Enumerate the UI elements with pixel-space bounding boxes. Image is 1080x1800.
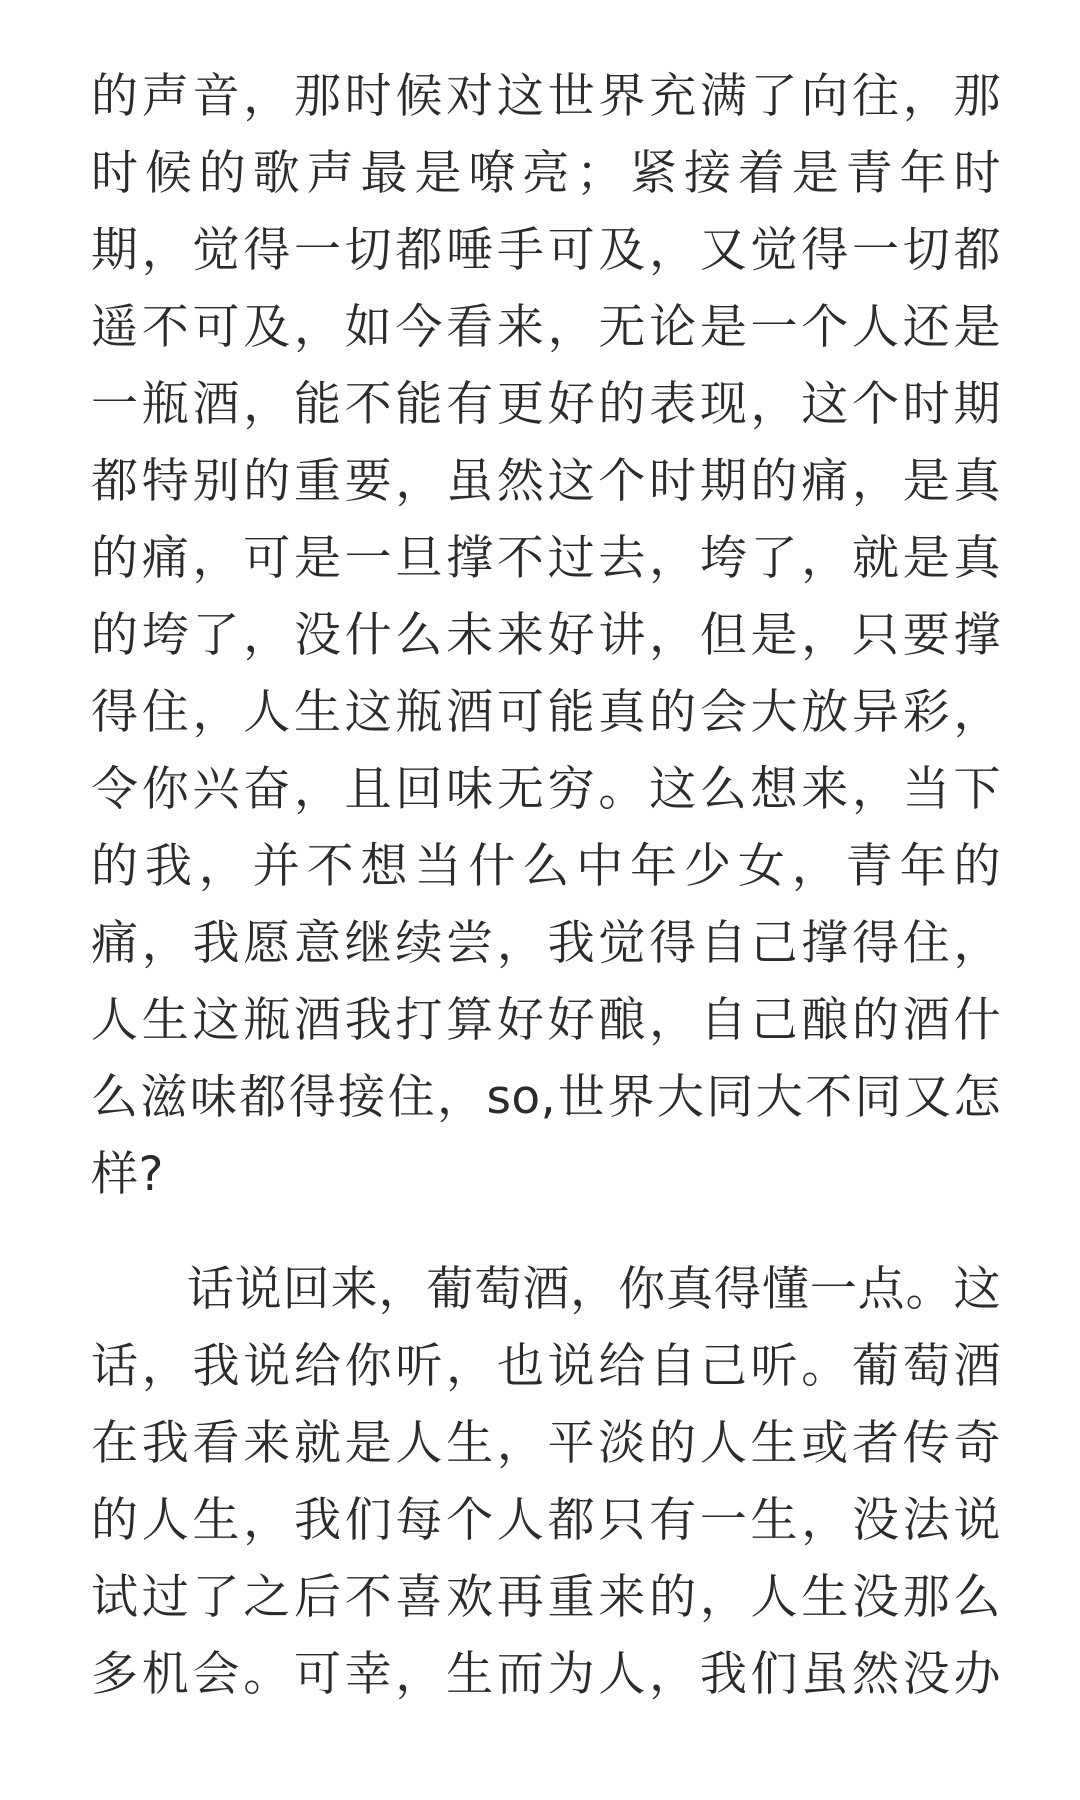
text-line: 的痛，可是一旦撑不过去，垮了，就是真	[91, 531, 1001, 586]
text-line: 的人生，我们每个人都只有一生，没法说	[91, 1493, 1001, 1548]
text-line: 样?	[91, 1147, 164, 1202]
text-line: 都特别的重要，虽然这个时期的痛，是真	[91, 454, 1001, 509]
text-line: 期，觉得一切都唾手可及，又觉得一切都	[91, 223, 1001, 278]
text-line: 多机会。可幸，生而为人，我们虽然没办	[91, 1647, 1001, 1702]
text-line: 话，我说给你听，也说给自己听。葡萄酒	[91, 1339, 1001, 1394]
text-line: 一瓶酒，能不能有更好的表现，这个时期	[91, 377, 1001, 432]
text-line: 么滋味都得接住，so,世界大同大不同又怎	[91, 1070, 1001, 1125]
text-line: 话说回来，葡萄酒，你真得懂一点。这	[91, 1262, 1001, 1317]
text-line: 得住，人生这瓶酒可能真的会大放异彩，	[91, 685, 1001, 740]
text-line: 遥不可及，如今看来，无论是一个人还是	[91, 300, 1001, 355]
text-line: 在我看来就是人生，平淡的人生或者传奇	[91, 1416, 1001, 1471]
text-line: 的垮了，没什么未来好讲，但是，只要撑	[91, 608, 1001, 663]
text-line: 的我，并不想当什么中年少女，青年的	[91, 839, 1001, 894]
text-line: 人生这瓶酒我打算好好酿，自己酿的酒什	[91, 993, 1001, 1048]
text-line: 试过了之后不喜欢再重来的，人生没那么	[91, 1570, 1001, 1625]
text-line: 令你兴奋，且回味无穷。这么想来，当下	[91, 762, 1001, 817]
paragraph-1	[0, 58, 1080, 1213]
text-line: 的声音，那时候对这世界充满了向往，那	[91, 69, 1001, 124]
text-line: 痛，我愿意继续尝，我觉得自己撑得住，	[91, 916, 1001, 971]
paragraph-2	[0, 1251, 1080, 1713]
text-line: 时候的歌声最是嘹亮；紧接着是青年时	[91, 146, 1001, 201]
